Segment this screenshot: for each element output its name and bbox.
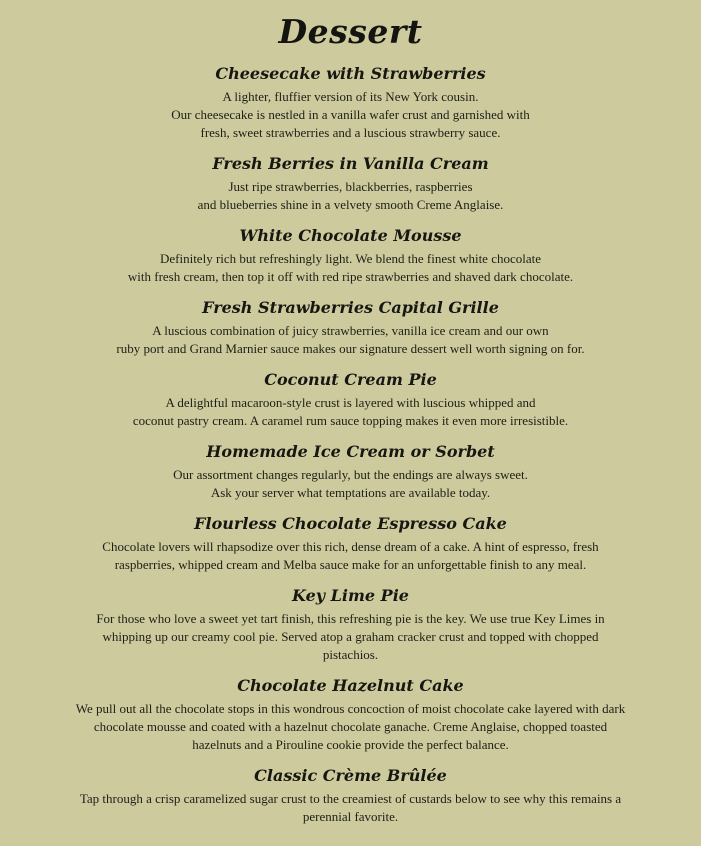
item-name: Fresh Strawberries Capital Grille [202,298,499,317]
menu-item [30,154,671,214]
item-name: White Chocolate Mousse [239,226,462,245]
menu-item [30,442,671,502]
item-description: A delightful macaroon-style crust is layered with luscious whipped and coconut pastry cream. A caramel rum sauce topping makes it even more irresistible. [132,395,569,428]
menu-item [30,370,671,430]
item-name: Cheesecake with Strawberries [215,64,486,83]
menu-item [30,676,671,754]
item-name: Classic Crème Brûlée [254,766,447,785]
item-name: Homemade Ice Cream or Sorbet [206,442,495,461]
menu-item [30,226,671,286]
item-description: For those who love a sweet yet tart finish, this refreshing pie is the key. We use true Key Limes in whipping up our creamy cool pie. Served atop a graham cracker crust and topped with chopped pistachios. [96,611,605,662]
menu-item [30,586,671,664]
item-description: Just ripe strawberries, blackberries, raspberries and blueberries shine in a velvety smooth Creme Anglaise. [197,179,504,212]
menu-item [30,298,671,358]
item-description: A luscious combination of juicy strawberries, vanilla ice cream and our own ruby port and Grand Marnier sauce makes our signature dessert well worth signing on for. [116,323,585,356]
item-description: Our assortment changes regularly, but the endings are always sweet. Ask your server what temptations are available today. [173,467,528,500]
item-name: Fresh Berries in Vanilla Cream [212,154,489,173]
item-description: Definitely rich but refreshingly light. We blend the finest white chocolate with fresh cream, then top it off with red ripe strawberries and shaved dark chocolate. [127,251,574,284]
item-description: We pull out all the chocolate stops in this wondrous concoction of moist chocolate cake layered with dark chocolate mousse and coated with a hazelnut chocolate ganache. Creme Anglaise, chopped toasted hazelnuts and a Pirouline cookie provide the perfect balance. [75,701,626,752]
item-name: Coconut Cream Pie [264,370,437,389]
menu-item [30,766,671,826]
menu-item [30,64,671,142]
menu-title: Dessert [278,12,423,51]
item-name: Flourless Chocolate Espresso Cake [194,514,507,533]
item-description: Tap through a crisp caramelized sugar crust to the creamiest of custards below to see why this remains a perennial favorite. [79,791,622,824]
item-description: Chocolate lovers will rhapsodize over this rich, dense dream of a cake. A hint of espresso, fresh raspberries, whipped cream and Melba sauce make for an unforgettable finish to any meal. [102,539,599,572]
item-name: Chocolate Hazelnut Cake [237,676,464,695]
item-name: Key Lime Pie [292,586,409,605]
menu-item [30,514,671,574]
item-description: A lighter, fluffier version of its New York cousin. Our cheesecake is nestled in a vanilla wafer crust and garnished with fresh, sweet strawberries and a luscious strawberry sauce. [171,89,530,140]
